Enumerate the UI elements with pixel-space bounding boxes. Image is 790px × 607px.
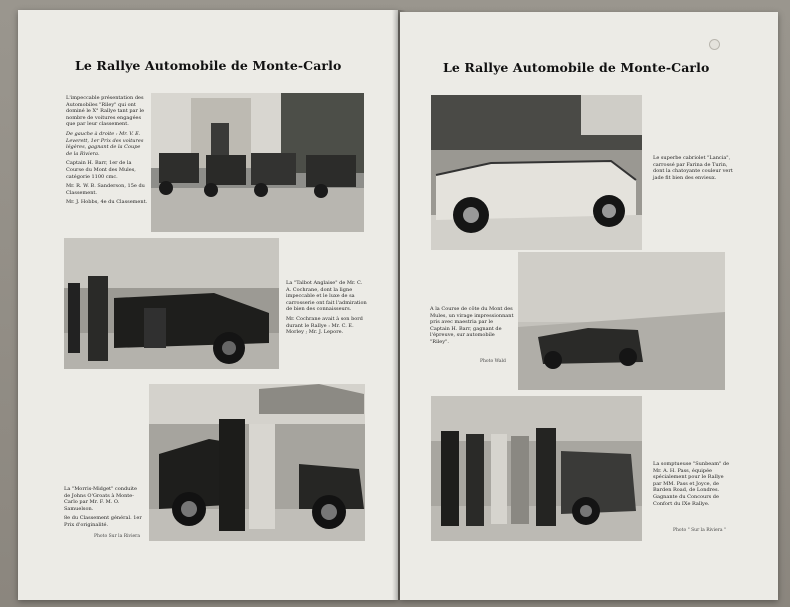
left-photo-credit: Photo Sur la Riviera [94, 534, 141, 539]
right-page-title: Le Rallye Automobile de Monte-Carlo [443, 60, 710, 75]
lancia-caption-text: Le superbe cabriolet "Lancia", carrossé par Farina de Turin, dont la chatoyante couleur vert jade fit bien des envieux. [653, 155, 733, 181]
mont-des-mules-caption [430, 306, 514, 349]
photo-lancia-cabriolet [431, 95, 642, 250]
talbot-caption [286, 280, 368, 339]
right-photo-credit-1: Photo Wald [480, 359, 506, 364]
left-page-title: Le Rallye Automobile de Monte-Carlo [75, 58, 342, 73]
riley-caption-line-4: Mr. R. W. B. Sanderson, 15e du Classement. [66, 183, 145, 196]
photo-talbot-anglaise [64, 238, 279, 369]
talbot-caption-text: La "Talbot Anglaise" de Mr. C. A. Cochrane, dont la ligne impeccable et le luxe de sa carrosserie ont fait l'admiration de bien des connaisseurs. [286, 280, 367, 313]
riley-caption-line-5: Mr. J. Hobbs, 4e du Classement. [66, 199, 148, 206]
talbot-caption-line-2: Mr. Cochrane avait à son bord durant le Rallye : Mr. C. E. Morley ; Mr. J. Lepore. [286, 315, 363, 336]
lancia-caption [653, 155, 733, 184]
right-photo-credit-2: Photo " Sur la Riviera " [673, 528, 727, 533]
morris-caption-text: La "Morris-Midget" conduite de Johns O'Groats à Monte-Carlo par Mr. F. M. O. Samuelson. [64, 486, 137, 512]
photo-mont-des-mules-climb [518, 252, 725, 390]
morris-caption [64, 486, 144, 532]
right-page [400, 12, 778, 600]
riley-caption-left-to-right: De gauche à droite : Mr. V. E. Leverett, 1er Prix des voitures légères, gagnant de la Coupe de la Riviera. [66, 130, 144, 157]
riley-caption-line-3: Captain H. Barr, 1er de la Course du Mont des Mules, catégorie 1100 cmc. [66, 160, 136, 180]
left-page [18, 10, 398, 600]
mont-des-mules-caption-text: A la Course de côte du Mont des Mules, un virage impressionnant pris avec maestria par le Captain H. Barr, gagnant de l'épreuve, sur automobile "Riley". [430, 306, 514, 345]
photo-riley-cars [151, 93, 364, 232]
sunbeam-caption-text: La somptueuse "Sunbeam" de Mr. A. H. Pass, équipée spécialement pour le Rallye par MM. Pass et Joyce, de Barden Road, de Londres. Gagnante du Concours de Confort du IXe Rallye. [653, 461, 730, 507]
photo-morris-midget [149, 384, 365, 541]
photo-sunbeam [431, 396, 642, 541]
binding-hole [709, 39, 720, 50]
morris-caption-line-2: 8e du Classement général. 1er Prix d'originalité. [64, 515, 142, 528]
riley-caption-intro: L'impeccable présentation des Automobiles "Riley" qui ont dominé le X° Rallye tant par le nombre de voitures engagées que par leur classement. [66, 95, 145, 128]
riley-caption [66, 95, 148, 209]
sunbeam-caption [653, 461, 733, 510]
